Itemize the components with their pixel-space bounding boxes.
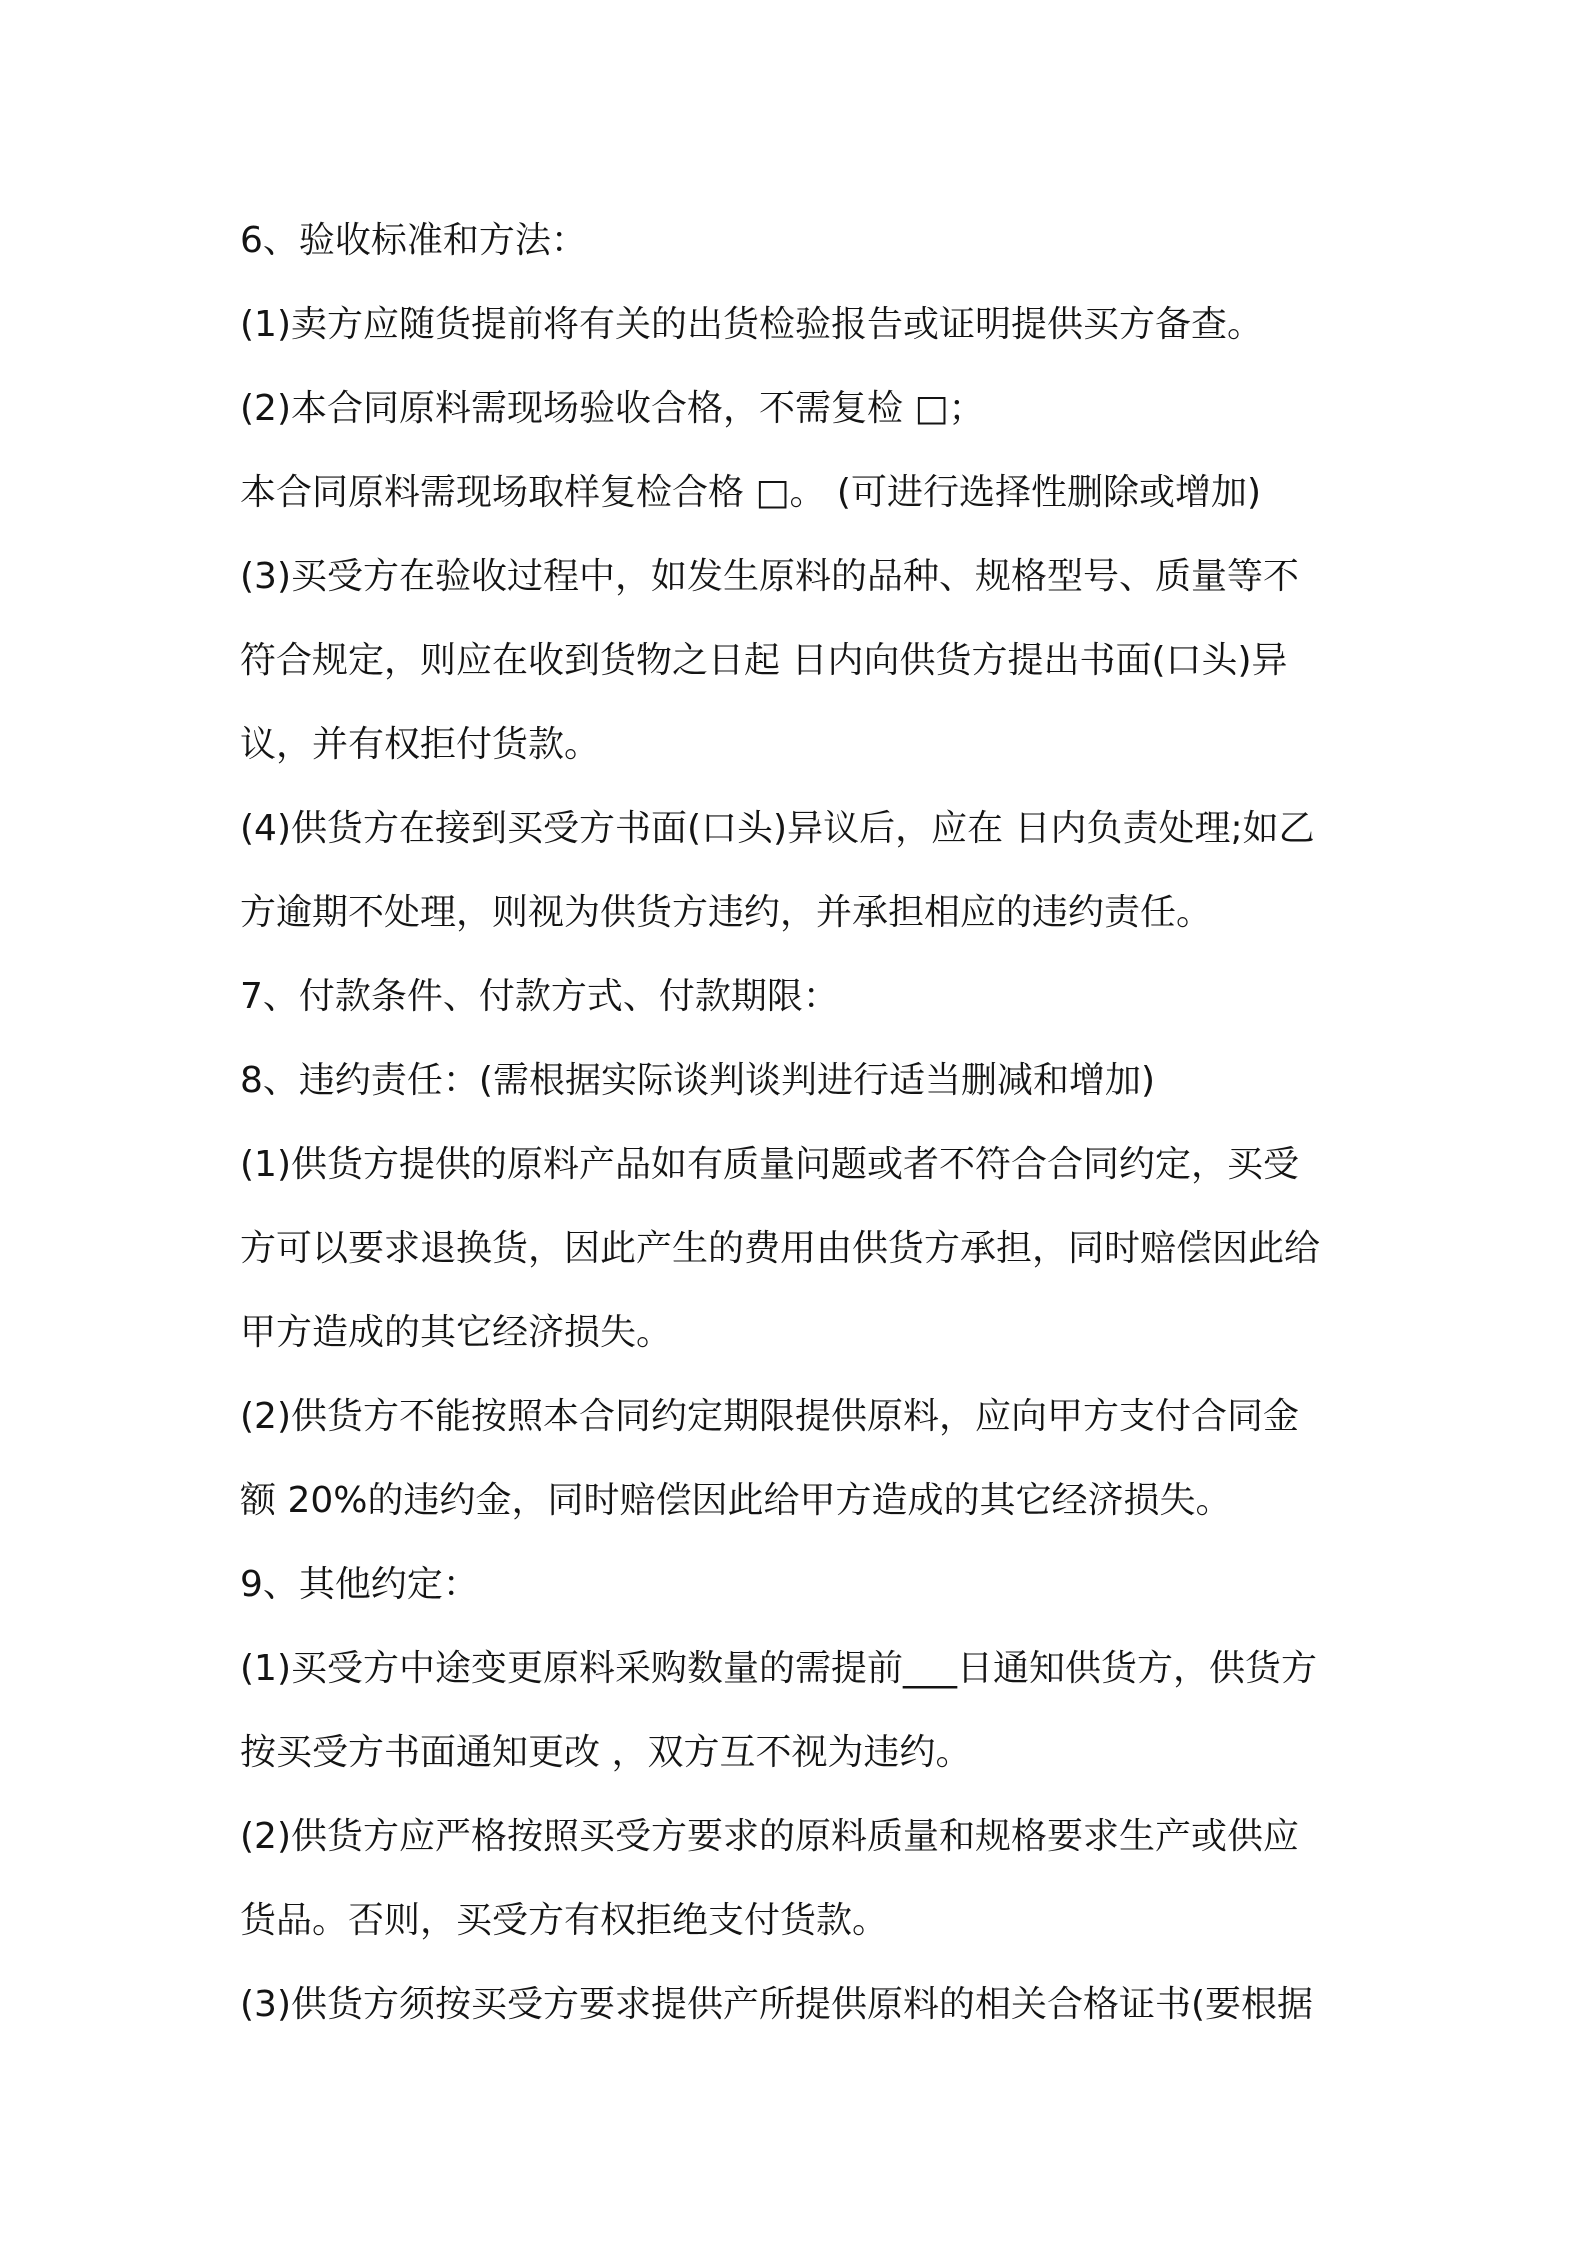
text-line: 额 20%的违约金，同时赔偿因此给甲方造成的其它经济损失。 (240, 1480, 1232, 1521)
section-7-heading: 7、付款条件、付款方式、付款期限： (240, 976, 839, 1017)
text-line: 议，并有权拒付货款。 (240, 724, 601, 765)
text-line: 本合同原料需现场取样复检合格 □。 (可进行选择性删除或增加) (240, 472, 1261, 513)
text-line: (3)供货方须按买受方要求提供产所提供原料的相关合格证书(要根据 (240, 1984, 1314, 2025)
text-line: 甲方造成的其它经济损失。 (240, 1312, 673, 1353)
text-line: (4)供货方在接到买受方书面(口头)异议后，应在 日内负责处理;如乙 (240, 808, 1315, 849)
text-line: 按买受方书面通知更改 ，双方互不视为违约。 (240, 1732, 972, 1773)
text-line: (1)买受方中途变更原料采购数量的需提前___日通知供货方，供货方 (240, 1648, 1317, 1689)
text-line: (2)本合同原料需现场验收合格，不需复检 □； (240, 388, 985, 429)
text-line: (2)供货方应严格按照买受方要求的原料质量和规格要求生产或供应 (240, 1816, 1299, 1857)
section-8-heading: 8、违约责任：(需根据实际谈判谈判进行适当删减和增加) (240, 1060, 1155, 1101)
text-line: 方逾期不处理，则视为供货方违约，并承担相应的违约责任。 (240, 892, 1213, 933)
text-line: (2)供货方不能按照本合同约定期限提供原料，应向甲方支付合同金 (240, 1396, 1299, 1437)
text-line: (1)卖方应随货提前将有关的出货检验报告或证明提供买方备查。 (240, 304, 1263, 345)
text-line: (1)供货方提供的原料产品如有质量问题或者不符合合同约定，买受 (240, 1144, 1299, 1185)
section-9-heading: 9、其他约定： (240, 1564, 479, 1605)
text-line: (3)买受方在验收过程中，如发生原料的品种、规格型号、质量等不 (240, 556, 1299, 597)
text-line: 方可以要求退换货，因此产生的费用由供货方承担，同时赔偿因此给 (240, 1228, 1321, 1269)
section-6-heading: 6、验收标准和方法： (240, 220, 587, 261)
text-line: 符合规定，则应在收到货物之日起 日内向供货方提出书面(口头)异 (240, 640, 1288, 681)
contract-text (240, 199, 1360, 2047)
text-line: 货品。否则，买受方有权拒绝支付货款。 (240, 1900, 889, 1941)
